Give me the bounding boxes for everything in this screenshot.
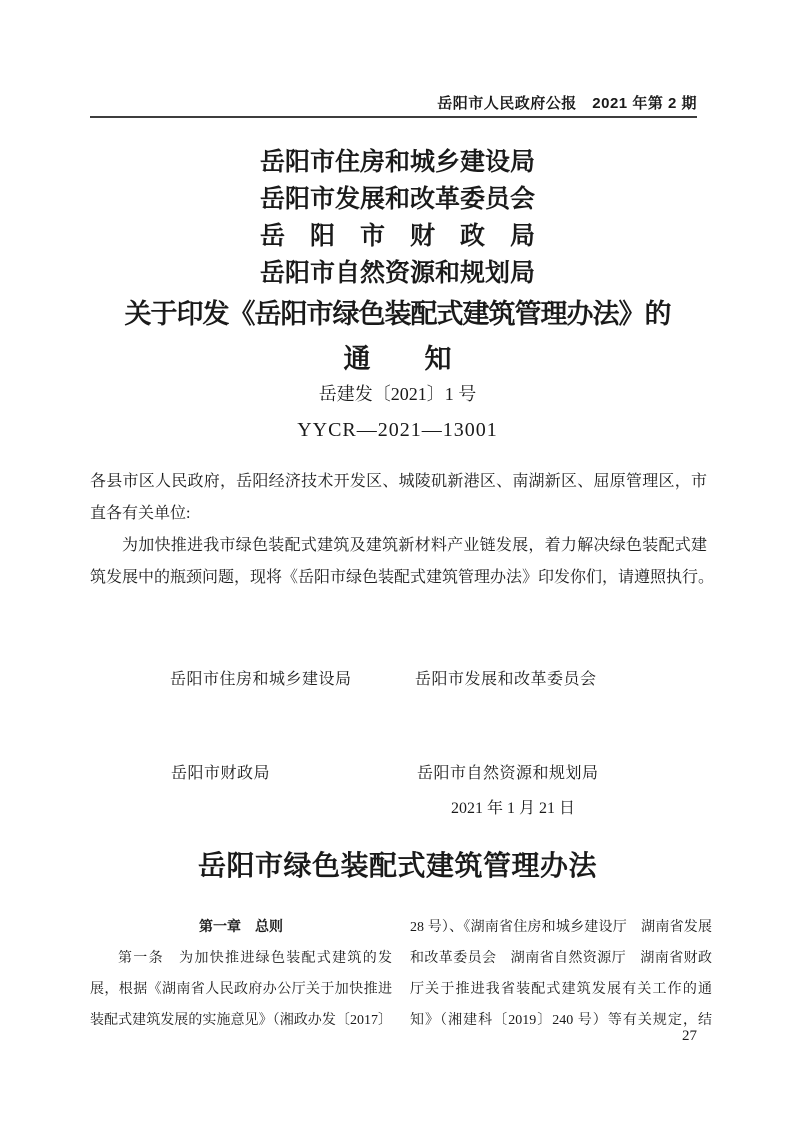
- regulation-column-right: [410, 912, 712, 1036]
- column-line: 和改革委员会 湖南省自然资源厅 湖南省财政: [410, 951, 712, 966]
- column-line: 厅关于推进我省装配式建筑发展有关工作的通: [410, 982, 712, 997]
- salutation-line: 各县市区人民政府，岳阳经济技术开发区、城陵矶新港区、南湖新区、屈原管理区，市: [90, 473, 707, 490]
- notice-title: 关于印发《岳阳市绿色装配式建筑管理办法》的: [124, 299, 671, 329]
- body-line: 为加快推进我市绿色装配式建筑及建筑新材料产业链发展，着力解决绿色装配式建: [122, 537, 707, 554]
- chapter-heading: 第一章 总则: [199, 920, 283, 935]
- column-line: 展，根据《湖南省人民政府办公厅关于加快推进: [90, 982, 392, 997]
- document-number: 岳建发〔2021〕1 号: [318, 384, 477, 404]
- signature-development-reform-commission: 岳阳市发展和改革委员会: [415, 671, 597, 688]
- notice-body: [90, 466, 715, 594]
- issuer-line: 岳阳市自然资源和规划局: [259, 260, 535, 287]
- regulation-title: 岳阳市绿色装配式建筑管理办法: [197, 851, 597, 882]
- page-number: 27: [682, 1028, 697, 1044]
- signature-finance-bureau: 岳阳市财政局: [171, 765, 271, 782]
- column-line: 第一条 为加快推进绿色装配式建筑的发: [118, 951, 392, 966]
- issuer-line: 岳阳市住房和城乡建设局: [259, 149, 535, 176]
- salutation-line: 直各有关单位:: [90, 505, 191, 522]
- issuer-line: 岳 阳 市 财 政 局: [259, 223, 535, 250]
- signature-natural-resources-bureau: 岳阳市自然资源和规划局: [417, 765, 599, 782]
- notice-title-block: [90, 144, 705, 382]
- index-number: YYCR—2021—13001: [297, 419, 498, 441]
- signature-housing-bureau: 岳阳市住房和城乡建设局: [170, 671, 352, 688]
- notice-subject: 通 知: [343, 344, 452, 374]
- body-line: 筑发展中的瓶颈问题，现将《岳阳市绿色装配式建筑管理办法》印发你们，请遵照执行。: [90, 569, 715, 586]
- header-rule: [90, 116, 697, 118]
- column-line: 装配式建筑发展的实施意见》（湘政办发〔2017〕: [90, 1013, 392, 1028]
- gazette-header: 岳阳市人民政府公报 2021 年第 2 期: [437, 95, 697, 112]
- issue-date: 2021 年 1 月 21 日: [451, 800, 576, 817]
- column-line: 28 号）、《湖南省住房和城乡建设厅 湖南省发展: [410, 920, 712, 935]
- column-line: 知》（湘建科〔2019〕240 号）等有关规定，结: [410, 1013, 712, 1028]
- regulation-column-left: [90, 912, 392, 1036]
- issuer-line: 岳阳市发展和改革委员会: [259, 186, 535, 213]
